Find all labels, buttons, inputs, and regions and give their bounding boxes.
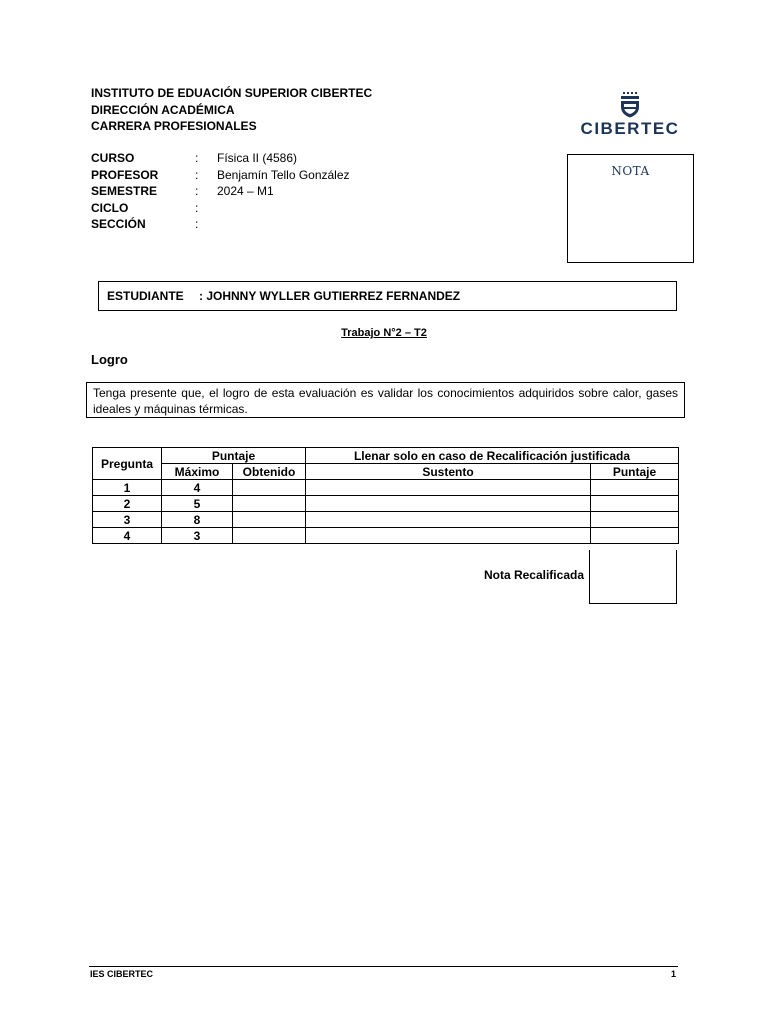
nota-recalificada-box[interactable] [589, 550, 677, 604]
cell-pregunta: 1 [93, 480, 162, 496]
cell-pregunta: 4 [93, 528, 162, 544]
subheader-maximo: Máximo [162, 464, 233, 480]
header-puntaje: Puntaje [162, 448, 306, 464]
subheader-puntaje: Puntaje [591, 464, 679, 480]
table-row [93, 512, 679, 528]
cell-maximo: 4 [162, 480, 233, 496]
cell-puntaje[interactable] [591, 512, 679, 528]
subheader-obtenido: Obtenido [233, 464, 306, 480]
table-row [93, 496, 679, 512]
table-row [93, 480, 679, 496]
cell-obtenido[interactable] [233, 496, 306, 512]
info-label: CICLO [91, 200, 129, 215]
cell-obtenido[interactable] [233, 528, 306, 544]
department-name: DIRECCIÓN ACADÉMICA [91, 102, 235, 117]
institution-header [91, 85, 372, 135]
subheader-sustento: Sustento [306, 464, 591, 480]
info-label: PROFESOR [91, 167, 159, 182]
table-subheader-row [93, 464, 679, 480]
info-label: CURSO [91, 151, 135, 165]
info-colon: : [195, 151, 199, 165]
institution-name: INSTITUTO DE EDUACIÓN SUPERIOR CIBERTEC [91, 86, 373, 100]
program-name: CARRERA PROFESIONALES [91, 119, 257, 133]
cell-pregunta: 2 [93, 496, 162, 512]
cell-pregunta: 3 [93, 512, 162, 528]
student-box [98, 281, 677, 311]
info-colon: : [195, 184, 199, 198]
info-row-seccion [91, 216, 350, 233]
info-colon: : [195, 200, 199, 215]
cell-obtenido[interactable] [233, 480, 306, 496]
cell-obtenido[interactable] [233, 512, 306, 528]
header-recalificacion: Llenar solo en caso de Recalificación justificada [306, 448, 679, 464]
cell-puntaje[interactable] [591, 480, 679, 496]
footer-divider [89, 966, 678, 967]
info-value: Física II (4586) [217, 151, 298, 165]
cell-sustento[interactable] [306, 528, 591, 544]
logo-wordmark: CIBERTEC [580, 119, 680, 138]
cell-maximo: 3 [162, 528, 233, 544]
cell-sustento[interactable] [306, 512, 591, 528]
info-colon: : [195, 217, 199, 231]
table-row [93, 528, 679, 544]
assignment-title: Trabajo N°2 – T2 [341, 327, 427, 339]
nota-box[interactable] [567, 154, 694, 263]
info-row-profesor [91, 167, 350, 184]
student-name: : JOHNNY WYLLER GUTIERREZ FERNANDEZ [199, 289, 461, 303]
info-row-ciclo [91, 200, 350, 217]
cell-puntaje[interactable] [591, 496, 679, 512]
logro-text-box: Tenga presente que, el logro de esta evaluación es validar los conocimientos adquiridos sobre calor, gases ideales y máquinas térmicas. [86, 382, 685, 418]
footer-institution: IES CIBERTEC [90, 969, 154, 979]
cibertec-logo [580, 92, 680, 138]
course-info [91, 150, 350, 233]
info-colon: : [195, 167, 199, 182]
info-label: SECCIÓN [91, 217, 146, 231]
nota-label: NOTA [611, 164, 650, 178]
header-pregunta: Pregunta [93, 448, 162, 480]
nota-recalificada-label: Nota Recalificada [483, 568, 584, 582]
cibertec-shield-icon [619, 92, 641, 118]
logro-heading: Logro [91, 352, 128, 367]
info-row-curso [91, 150, 350, 167]
info-label: SEMESTRE [91, 184, 158, 198]
cell-maximo: 8 [162, 512, 233, 528]
cell-sustento[interactable] [306, 480, 591, 496]
info-row-semestre [91, 183, 350, 200]
info-value: Benjamín Tello González [217, 167, 350, 182]
page-number: 1 [670, 969, 676, 979]
cell-puntaje[interactable] [591, 528, 679, 544]
grades-table [92, 447, 679, 544]
student-label: ESTUDIANTE [107, 289, 184, 303]
cell-maximo: 5 [162, 496, 233, 512]
info-value: 2024 – M1 [217, 184, 274, 198]
table-header-row [93, 448, 679, 464]
cell-sustento[interactable] [306, 496, 591, 512]
